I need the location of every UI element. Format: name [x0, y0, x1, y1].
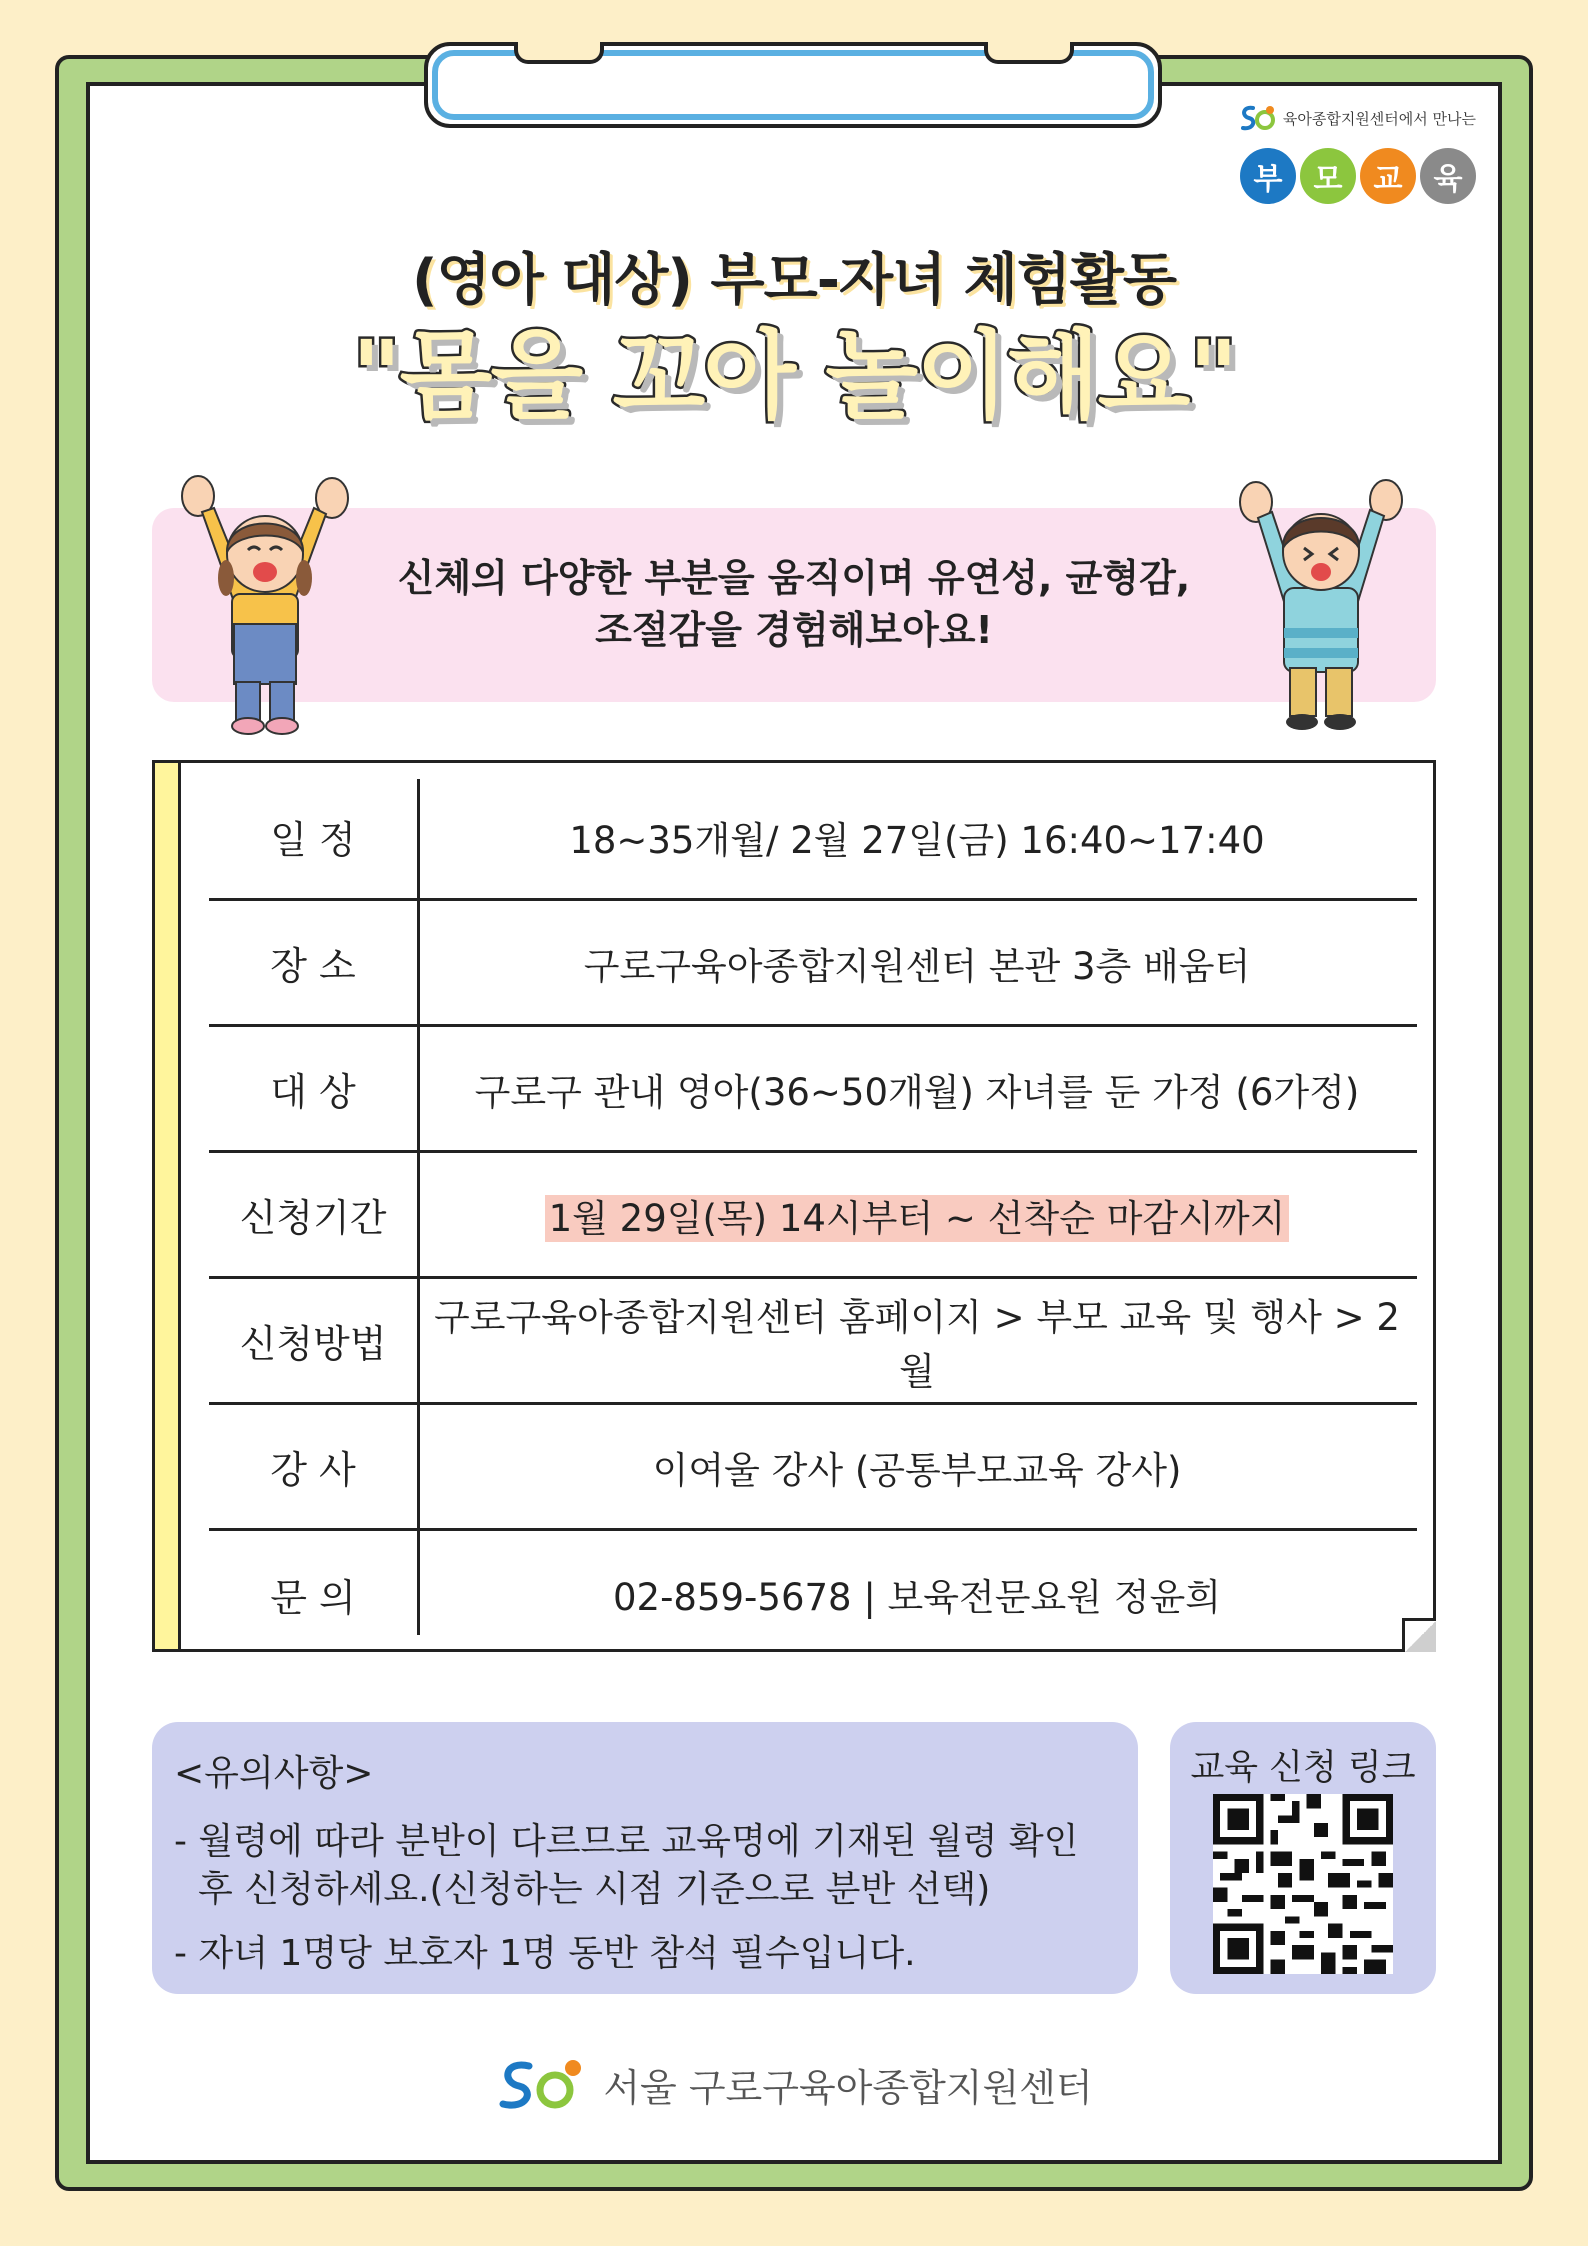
row-value: [417, 1188, 1417, 1242]
footer: [0, 2054, 1588, 2114]
row-label: 신청방법: [239, 1322, 387, 1366]
row-value: 18~35개월/ 2월 27일(금) 16:40~17:40: [569, 818, 1265, 862]
center-logo-icon: [495, 2054, 591, 2114]
row-label: 문 의: [270, 1575, 356, 1620]
qr-box: [1170, 1722, 1436, 1994]
clip-notch-right: [984, 42, 1074, 64]
table-row-instructor: [209, 1405, 1417, 1531]
notice-box: [152, 1722, 1138, 1994]
page-subtitle: (영아 대상) 부모-자녀 체험활동: [411, 248, 1177, 313]
badge-circle-1: 부: [1240, 148, 1296, 204]
clip-notch-left: [514, 42, 604, 64]
parent-education-badge: [1216, 102, 1476, 204]
badge-circle-4: 육: [1420, 148, 1476, 204]
table-row-target: [209, 1027, 1417, 1153]
notice-item: - 월령에 따라 분반이 다르므로 교육명에 기재된 월령 확인 후 신청하세요.(신청하는 시점 기준으로 분반 선택): [174, 1821, 1079, 1910]
qr-code-icon[interactable]: [1213, 1794, 1393, 1974]
info-table: [152, 760, 1436, 1652]
row-label: 장 소: [270, 944, 356, 988]
row-label: 강 사: [270, 1448, 356, 1492]
row-value: 구로구육아종합지원센터 홈페이지 > 부모 교육 및 행사 > 2월: [434, 1295, 1400, 1393]
row-label: 일 정: [270, 818, 356, 862]
highlighted-period: 1월 29일(목) 14시부터 ~ 선착순 마감시까지: [545, 1195, 1290, 1242]
row-value: 02-859-5678 | 보육전문요원 정윤희: [613, 1576, 1221, 1619]
intro-line-2: 조절감을 경험해보아요!: [595, 608, 993, 652]
row-value: 이여울 강사 (공통부모교육 강사): [652, 1448, 1182, 1492]
table-row-contact: [209, 1531, 1417, 1657]
girl-illustration-icon: [176, 474, 354, 736]
notice-title: <유의사항>: [174, 1753, 374, 1794]
row-value: 구로구육아종합지원센터 본관 3층 배움터: [583, 944, 1251, 988]
badge-circle-2: 모: [1300, 148, 1356, 204]
row-value: 구로구 관내 영아(36~50개월) 자녀를 둔 가정 (6가정): [474, 1070, 1360, 1114]
table-row-period: [209, 1153, 1417, 1279]
qr-label: 교육 신청 링크: [1190, 1748, 1416, 1788]
table-row-schedule: [209, 775, 1417, 901]
intro-line-1: 신체의 다양한 부분을 움직이며 유연성, 균형감,: [397, 556, 1191, 600]
footer-org-name: 서울 구로구육아종합지원센터: [603, 2065, 1093, 2110]
table-row-method: [209, 1279, 1417, 1405]
info-stripe: [155, 763, 181, 1649]
boy-illustration-icon: [1236, 478, 1406, 736]
table-row-place: [209, 901, 1417, 1027]
center-logo-icon: [1239, 102, 1277, 134]
row-label: 신청기간: [239, 1196, 387, 1240]
notice-item: - 자녀 1명당 보호자 1명 동반 참석 필수입니다.: [174, 1933, 916, 1974]
badge-top-text: 육아종합지원센터에서 만나는: [1282, 109, 1476, 128]
badge-circle-3: 교: [1360, 148, 1416, 204]
row-label: 대 상: [270, 1070, 356, 1114]
page-title: "몸을 꼬아 놀이해요": [351, 320, 1237, 432]
